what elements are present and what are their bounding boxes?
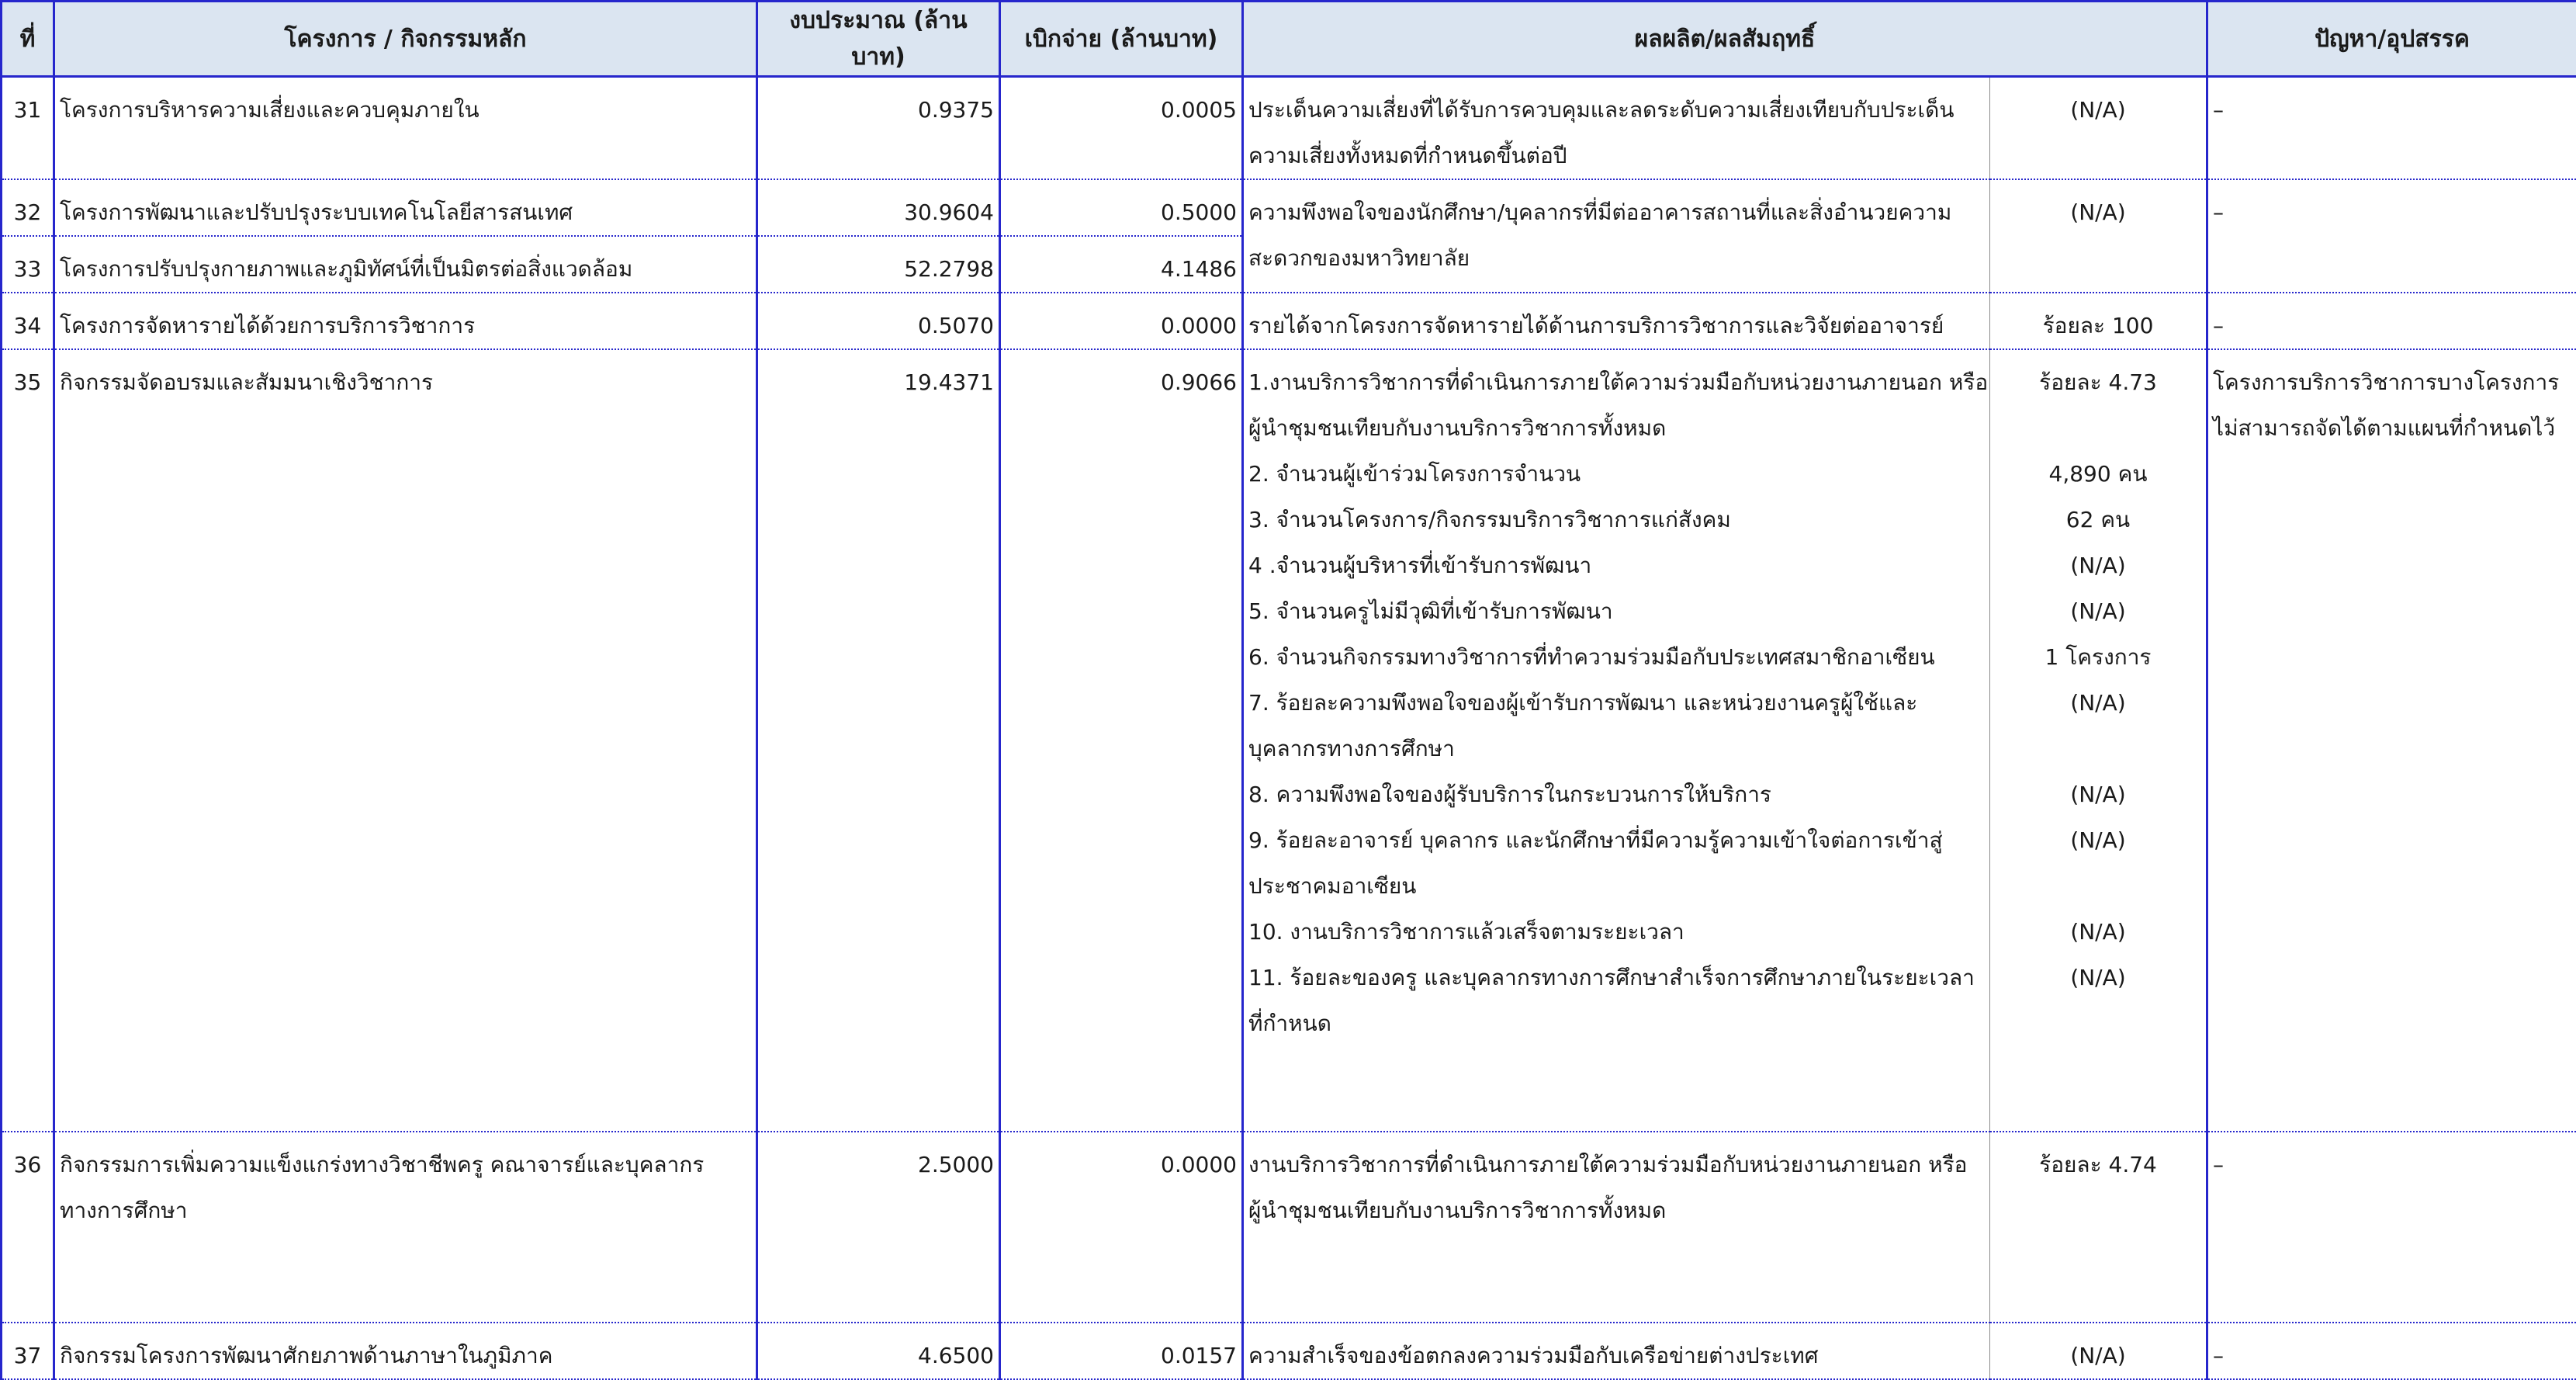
output-value: (N/A) [1990, 77, 2207, 180]
output-value: ร้อยละ 4.74 [1990, 1132, 2207, 1323]
output-value: (N/A) [1995, 771, 2201, 817]
problem-cell: – [2207, 1132, 2576, 1323]
output-line: 10. งานบริการวิชาการแล้วเสร็จตามระยะเวลา [1248, 909, 1985, 955]
output-value: (N/A) [1990, 1323, 2207, 1379]
output-cell [1243, 179, 1990, 293]
paid-value: 0.0000 [1000, 293, 1243, 349]
project-name: โครงการปรับปรุงกายภาพและภูมิทัศน์ที่เป็นมิตรต่อสิ่งแวดล้อม [54, 236, 757, 293]
output-value: (N/A) [1995, 543, 2201, 588]
problem-line: โครงการบริการวิชาการบางโครงการ [2213, 359, 2571, 405]
problem-line: ไม่สามารถจัดได้ตามแผนที่กำหนดไว้ [2213, 405, 2571, 451]
row-number: 33 [2, 236, 54, 293]
row-number: 31 [2, 77, 54, 180]
budget-value: 52.2798 [757, 236, 1000, 293]
output-line: 3. จำนวนโครงการ/กิจกรรมบริการวิชาการแก่สังคม [1248, 497, 1985, 543]
budget-value: 0.9375 [757, 77, 1000, 180]
budget-value: 4.6500 [757, 1323, 1000, 1379]
output-line: บุคลากรทางการศึกษา [1248, 726, 1985, 771]
row-number: 35 [2, 349, 54, 1132]
row-number: 32 [2, 179, 54, 236]
table-row [2, 349, 2576, 1132]
problem-cell: – [2207, 293, 2576, 349]
table-row [2, 179, 2576, 236]
row-number: 34 [2, 293, 54, 349]
output-line: ผู้นำชุมชนเทียบกับงานบริการวิชาการทั้งหมด [1248, 1188, 1985, 1233]
paid-value: 0.0000 [1000, 1132, 1243, 1323]
output-value: (N/A) [1995, 955, 2201, 1000]
project-name: กิจกรรมโครงการพัฒนาศักยภาพด้านภาษาในภูมิภาค [54, 1323, 757, 1379]
output-value: (N/A) [1990, 179, 2207, 293]
header-output: ผลผลิต/ผลสัมฤทธิ์ [1243, 2, 2207, 77]
paid-value: 0.0005 [1000, 77, 1243, 180]
problem-cell: – [2207, 179, 2576, 293]
paid-value: 0.0157 [1000, 1323, 1243, 1379]
output-line: 5. จำนวนครูไม่มีวุฒิที่เข้ารับการพัฒนา [1248, 588, 1985, 634]
project-name: โครงการบริหารความเสี่ยงและควบคุมภายใน [54, 77, 757, 180]
table-row [2, 1132, 2576, 1323]
output-cell [1243, 349, 1990, 1132]
header-budget: งบประมาณ (ล้านบาท) [757, 2, 1000, 77]
budget-value: 30.9604 [757, 179, 1000, 236]
output-value: (N/A) [1995, 588, 2201, 634]
output-line: ความเสี่ยงทั้งหมดที่กำหนดขึ้นต่อปี [1248, 133, 1985, 179]
output-line: ที่กำหนด [1248, 1000, 1985, 1046]
header-no: ที่ [2, 2, 54, 77]
problem-cell: – [2207, 77, 2576, 180]
header-row [2, 2, 2576, 77]
budget-value: 0.5070 [757, 293, 1000, 349]
output-value: ร้อยละ 100 [1990, 293, 2207, 349]
problem-cell [2207, 349, 2576, 1132]
output-value-cell [1990, 349, 2207, 1132]
row-number: 36 [2, 1132, 54, 1323]
output-line: 2. จำนวนผู้เข้าร่วมโครงการจำนวน [1248, 451, 1985, 497]
output-line: ประเด็นความเสี่ยงที่ได้รับการควบคุมและลดระดับความเสี่ยงเทียบกับประเด็น [1248, 87, 1985, 133]
output-line: งานบริการวิชาการที่ดำเนินการภายใต้ความร่วมมือกับหน่วยงานภายนอก หรือ [1248, 1142, 1985, 1188]
project-name: โครงการจัดหารายได้ด้วยการบริการวิชาการ [54, 293, 757, 349]
output-cell: รายได้จากโครงการจัดหารายได้ด้านการบริการวิชาการและวิจัยต่ออาจารย์ [1243, 293, 1990, 349]
output-line: สะดวกของมหาวิทยาลัย [1248, 235, 1985, 281]
project-name: โครงการพัฒนาและปรับปรุงระบบเทคโนโลยีสารสนเทศ [54, 179, 757, 236]
budget-value: 19.4371 [757, 349, 1000, 1132]
paid-value: 0.9066 [1000, 349, 1243, 1132]
project-name: กิจกรรมจัดอบรมและสัมมนาเชิงวิชาการ [54, 349, 757, 1132]
output-value: (N/A) [1995, 817, 2201, 863]
output-line: ประชาคมอาเซียน [1248, 863, 1985, 909]
output-value: (N/A) [1995, 680, 2201, 726]
output-value: 1 โครงการ [1995, 634, 2201, 680]
project-name-cell [54, 1132, 757, 1323]
budget-value: 2.5000 [757, 1132, 1000, 1323]
output-line: 11. ร้อยละของครู และบุคลากรทางการศึกษาสำเร็จการศึกษาภายในระยะเวลา [1248, 955, 1985, 1000]
project-name: ทางการศึกษา [60, 1188, 751, 1233]
output-cell [1243, 77, 1990, 180]
output-line: 9. ร้อยละอาจารย์ บุคลากร และนักศึกษาที่มีความรู้ความเข้าใจต่อการเข้าสู่ [1248, 817, 1985, 863]
output-line: 8. ความพึงพอใจของผู้รับบริการในกระบวนการให้บริการ [1248, 771, 1985, 817]
output-line: 1.งานบริการวิชาการที่ดำเนินการภายใต้ความร่วมมือกับหน่วยงานภายนอก หรือ [1248, 359, 1985, 405]
output-cell: ความสำเร็จของข้อตกลงความร่วมมือกับเครือข่ายต่างประเทศ [1243, 1323, 1990, 1379]
paid-value: 4.1486 [1000, 236, 1243, 293]
output-line: ผู้นำชุมชนเทียบกับงานบริการวิชาการทั้งหมด [1248, 405, 1985, 451]
header-paid: เบิกจ่าย (ล้านบาท) [1000, 2, 1243, 77]
table-row [2, 1323, 2576, 1379]
table-row [2, 77, 2576, 180]
output-value: (N/A) [1995, 909, 2201, 955]
paid-value: 0.5000 [1000, 179, 1243, 236]
output-value: ร้อยละ 4.73 [1995, 359, 2201, 405]
header-name: โครงการ / กิจกรรมหลัก [54, 2, 757, 77]
header-problem: ปัญหา/อุปสรรค [2207, 2, 2576, 77]
row-number: 37 [2, 1323, 54, 1379]
output-line: 7. ร้อยละความพึงพอใจของผู้เข้ารับการพัฒนา และหน่วยงานครูผู้ใช้และ [1248, 680, 1985, 726]
output-value: 4,890 คน [1995, 451, 2201, 497]
table-row [2, 293, 2576, 349]
output-line: 6. จำนวนกิจกรรมทางวิชาการที่ทำความร่วมมือกับประเทศสมาชิกอาเซียน [1248, 634, 1985, 680]
problem-cell: – [2207, 1323, 2576, 1379]
project-name: กิจกรรมการเพิ่มความแข็งแกร่งทางวิชาชีพครู คณาจารย์และบุคลากร [60, 1142, 751, 1188]
output-line: 4 .จำนวนผู้บริหารที่เข้ารับการพัฒนา [1248, 543, 1985, 588]
output-value: 62 คน [1995, 497, 2201, 543]
output-cell [1243, 1132, 1990, 1323]
output-line: ความพึงพอใจของนักศึกษา/บุคลากรที่มีต่ออาคารสถานที่และสิ่งอำนวยความ [1248, 189, 1985, 235]
